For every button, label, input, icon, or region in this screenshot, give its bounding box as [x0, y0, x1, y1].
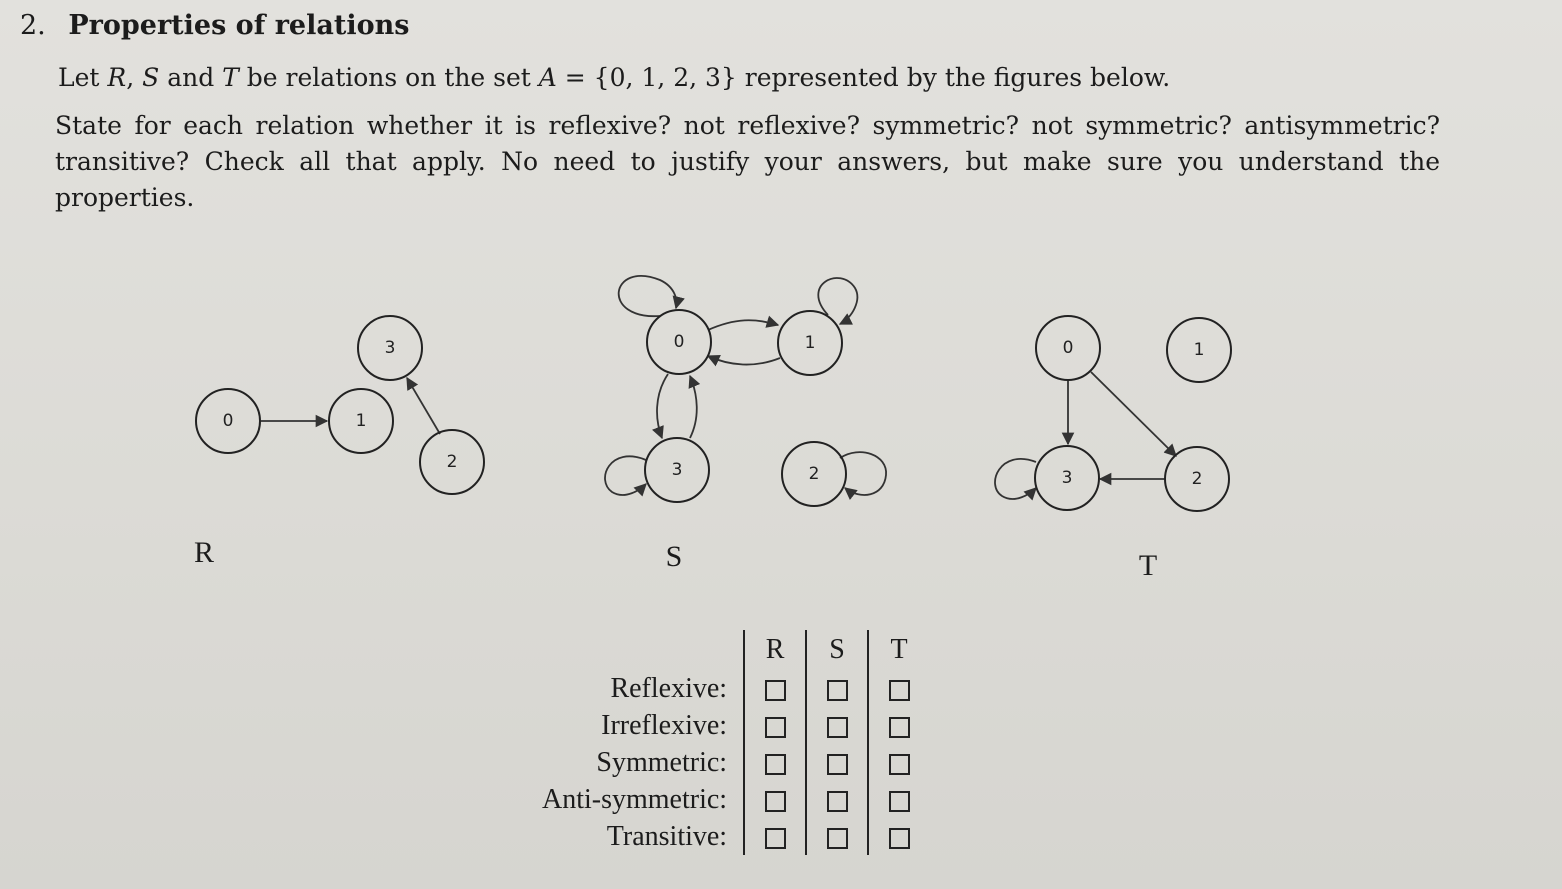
edge-s-0-0 [619, 276, 677, 316]
node-t-0 [1036, 316, 1100, 380]
intro-text: Let [58, 63, 108, 92]
checkbox-irreflexive-t[interactable] [889, 717, 910, 738]
svg-text:2: 2 [446, 452, 458, 472]
row-label-reflexive: Reflexive: [610, 672, 728, 704]
graph-s [605, 276, 886, 573]
checkbox-transitive-r[interactable] [765, 828, 786, 849]
node-s-3 [645, 438, 709, 502]
intro-text: = {0, 1, 2, 3} represented by the figures below. [556, 63, 1171, 92]
edge-s-1-0 [708, 356, 780, 365]
edge-r-2-3 [407, 378, 440, 434]
table-row [530, 670, 929, 707]
column-header-r: R [744, 630, 806, 670]
table-corner [530, 630, 744, 670]
node-r-1 [329, 389, 393, 453]
svg-text:1: 1 [355, 411, 367, 431]
checkbox-transitive-t[interactable] [889, 828, 910, 849]
edge-s-0-1 [708, 320, 778, 330]
table-row [530, 818, 929, 855]
table-row [530, 781, 929, 818]
properties-table [530, 630, 929, 855]
node-t-3 [1035, 446, 1099, 510]
checkbox-symmetric-s[interactable] [827, 754, 848, 775]
row-label-antisymmetric: Anti-symmetric: [542, 783, 728, 815]
column-header-s: S [806, 630, 868, 670]
intro-text: and [159, 63, 223, 92]
edge-s-3-0 [690, 376, 697, 438]
graph-t-label: T [1138, 549, 1158, 582]
svg-text:1: 1 [1193, 340, 1205, 360]
intro-text: , [126, 63, 143, 92]
node-r-2 [420, 430, 484, 494]
intro-var-a: A [538, 63, 557, 92]
edge-s-0-3 [657, 374, 668, 438]
graph-r-label: R [193, 536, 215, 569]
checkbox-antisymmetric-s[interactable] [827, 791, 848, 812]
node-s-1 [778, 311, 842, 375]
svg-text:0: 0 [673, 332, 685, 352]
svg-text:3: 3 [671, 460, 683, 480]
svg-text:1: 1 [804, 333, 816, 353]
table-header-row [530, 630, 929, 670]
row-label-irreflexive: Irreflexive: [601, 709, 728, 741]
problem-title: Properties of relations [68, 10, 410, 41]
table-row [530, 744, 929, 781]
row-label-transitive: Transitive: [606, 820, 728, 852]
checkbox-reflexive-r[interactable] [765, 680, 786, 701]
svg-text:0: 0 [222, 411, 234, 431]
node-t-1 [1167, 318, 1231, 382]
svg-text:3: 3 [384, 338, 396, 358]
node-r-0 [196, 389, 260, 453]
svg-text:3: 3 [1061, 468, 1073, 488]
intro-var-t: T [222, 63, 239, 92]
node-s-2 [782, 442, 846, 506]
edge-s-1-1 [818, 278, 857, 324]
checkbox-irreflexive-r[interactable] [765, 717, 786, 738]
svg-text:0: 0 [1062, 338, 1074, 358]
checkbox-symmetric-t[interactable] [889, 754, 910, 775]
checkbox-antisymmetric-t[interactable] [889, 791, 910, 812]
node-t-2 [1165, 447, 1229, 511]
checkbox-antisymmetric-r[interactable] [765, 791, 786, 812]
svg-text:2: 2 [1191, 469, 1203, 489]
column-header-t: T [868, 630, 929, 670]
graph-t [995, 316, 1231, 582]
checkbox-transitive-s[interactable] [827, 828, 848, 849]
intro-text: be relations on the set [238, 63, 539, 92]
instructions-paragraph: State for each relation whether it is reflexive? not reflexive? symmetric? not symmetric? antisymmetric? transitive? Check all that apply. No need to justify your answers, but make sure you understand the properties. [55, 111, 1440, 212]
problem-number: 2. [20, 10, 46, 41]
table-row [530, 707, 929, 744]
row-label-symmetric: Symmetric: [596, 746, 728, 778]
intro-var-s: S [142, 63, 160, 92]
graph-r [194, 316, 484, 569]
checkbox-reflexive-t[interactable] [889, 680, 910, 701]
checkbox-reflexive-s[interactable] [827, 680, 848, 701]
edge-t-0-2 [1091, 372, 1176, 456]
node-s-0 [647, 310, 711, 374]
intro-var-r: R [107, 63, 127, 92]
graph-s-label: S [665, 540, 683, 573]
edge-t-3-3 [995, 459, 1036, 499]
node-r-3 [358, 316, 422, 380]
edge-s-3-3 [605, 456, 646, 495]
checkbox-symmetric-r[interactable] [765, 754, 786, 775]
checkbox-irreflexive-s[interactable] [827, 717, 848, 738]
svg-text:2: 2 [808, 464, 820, 484]
